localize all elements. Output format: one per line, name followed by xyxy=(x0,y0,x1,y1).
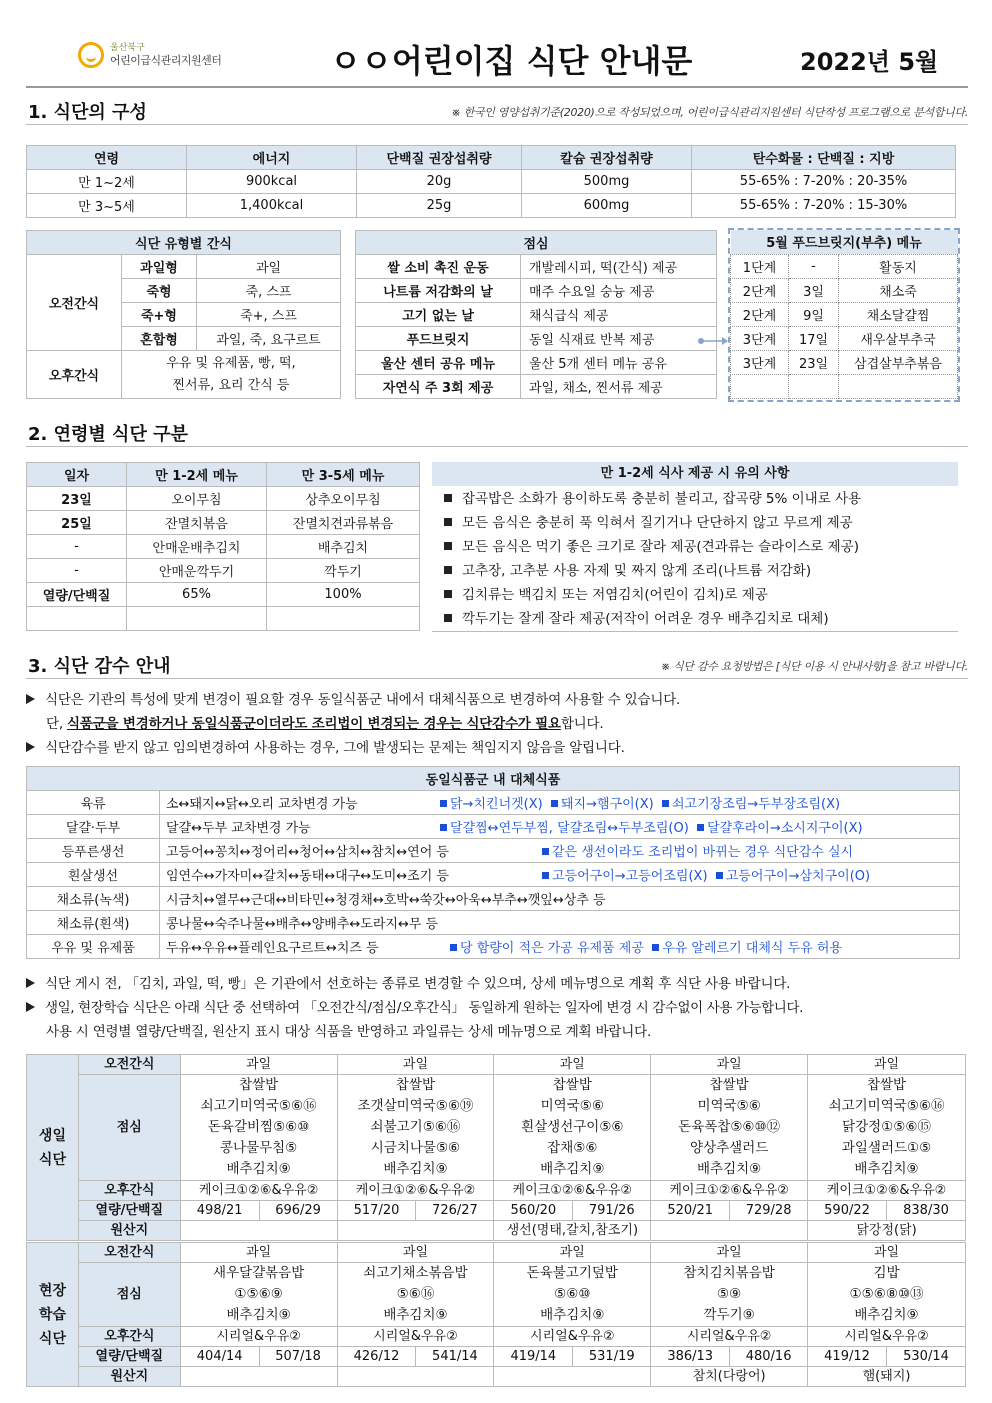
afternoon-snack: 시리얼&우유② xyxy=(651,1327,808,1347)
birthday-menu-table xyxy=(26,1054,966,1241)
age-menu-cell: 잔멸치견과류볶음 xyxy=(267,511,420,535)
lunch-menu: 김밥 ①⑤⑥⑧⑩⑬ 배추김치⑨ xyxy=(808,1263,966,1327)
afternoon-snack: 시리얼&우유② xyxy=(808,1327,966,1347)
morning-snack: 과일 xyxy=(651,1055,808,1075)
row-label: 오후간식 xyxy=(78,1181,180,1201)
snack-desc: 과일, 죽, 요구르트 xyxy=(197,327,341,351)
snack-afternoon-text: 찐서류, 요리 간식 등 xyxy=(172,377,290,393)
foodbridge-stage: 2단계 xyxy=(731,278,789,302)
caution-list xyxy=(432,486,958,632)
foodbridge-menu: 채소달걀찜 xyxy=(839,302,958,326)
smile-logo-icon xyxy=(78,42,104,68)
page-title: ㅇㅇ어린이집 식단 안내문 xyxy=(330,42,693,80)
morning-snack: 과일 xyxy=(180,1243,337,1263)
snack-desc: 과일 xyxy=(197,255,341,279)
lunch-program: 고기 없는 날 xyxy=(356,303,521,327)
triangle-bullet-icon xyxy=(26,978,35,988)
substitute-category: 등푸른생선 xyxy=(27,839,160,863)
energy-value: 480/16 xyxy=(730,1347,808,1367)
snack-type: 과일형 xyxy=(122,255,197,279)
guide-p6: 사용 시 연령별 열량/단백질, 원산지 표시 대상 식품을 반영하고 과일류는 상세 메뉴명으로 계획 바랍니다. xyxy=(46,1024,652,1040)
section3-title: 3. 식단 감수 안내 xyxy=(28,656,171,677)
substitute-main: 달걀↔두부 교차변경 가능 xyxy=(166,821,311,836)
age-menu-cell: 오이무침 xyxy=(127,487,267,511)
snack-afternoon-text: 우유 및 유제품, 빵, 떡, xyxy=(166,355,296,371)
age-menu-header: 만 3-5세 메뉴 xyxy=(267,463,420,487)
caution-item: 모든 음식은 충분히 푹 익혀서 질기거나 단단하지 않고 무르게 제공 xyxy=(444,511,958,535)
field-trip-label: 현장 학습 식단 xyxy=(27,1243,79,1387)
morning-snack: 과일 xyxy=(337,1243,494,1263)
substitute-main: 임연수↔가자미↔갈치↔동태↔대구↔도미↔조기 등 xyxy=(166,869,449,884)
nutrition-cell: 900kcal xyxy=(187,170,357,194)
guide-paragraphs-2 xyxy=(26,972,970,1044)
nutrition-cell: 1,400kcal xyxy=(187,194,357,218)
substitute-main: 시금치↔열무↔근대↔비타민↔청경채↔호박↔쑥갓↔아욱↔부추↔깻잎↔상추 등 xyxy=(160,887,960,911)
lunch-program-desc: 개발레시피, 떡(간식) 제공 xyxy=(521,255,717,279)
age-menu-day: 23일 xyxy=(27,487,127,511)
section3-divider xyxy=(26,678,968,679)
origin xyxy=(494,1367,651,1387)
energy-value: 419/12 xyxy=(808,1347,887,1367)
foodbridge-day: 17일 xyxy=(789,326,839,350)
foodbridge-box xyxy=(728,228,960,402)
guide-p2: 단, 식품군을 변경하거나 동일식품군이더라도 조리법이 변경되는 경우는 식단감수가 필요합니다. xyxy=(46,716,604,732)
age-menu-day: 열량/단백질 xyxy=(27,583,127,607)
age-menu-empty xyxy=(27,607,127,631)
substitute-note: 같은 생선이라도 조리법이 바뀌는 경우 식단감수 실시 xyxy=(542,845,853,860)
guide-paragraphs xyxy=(26,688,966,760)
foodbridge-menu: 활동지 xyxy=(839,254,958,278)
age-menu-cell: 100% xyxy=(267,583,420,607)
lunch-program: 나트륨 저감화의 날 xyxy=(356,279,521,303)
afternoon-snack: 케이크①②⑥&우유② xyxy=(494,1181,651,1201)
foodbridge-empty xyxy=(789,374,839,398)
morning-snack: 과일 xyxy=(337,1055,494,1075)
snack-type: 혼합형 xyxy=(122,327,197,351)
row-label: 원산지 xyxy=(78,1221,180,1241)
lunch-program: 자연식 주 3회 제공 xyxy=(356,375,521,399)
nutrition-header: 단백질 권장섭취량 xyxy=(357,146,522,170)
nutrition-cell: 55-65% : 7-20% : 20-35% xyxy=(692,170,956,194)
origin: 햄(돼지) xyxy=(808,1367,966,1387)
afternoon-snack: 케이크①②⑥&우유② xyxy=(808,1181,966,1201)
nutrition-header: 연령 xyxy=(27,146,187,170)
section1-title: 1. 식단의 구성 xyxy=(28,102,147,123)
origin: 생선(명태,갈치,참조기) xyxy=(494,1221,651,1241)
age-menu-day: 25일 xyxy=(27,511,127,535)
guide-p1: 식단은 기관의 특성에 맞게 변경이 필요할 경우 동일식품군 내에서 대체식품으로 변경하여 사용할 수 있습니다. xyxy=(26,688,966,712)
snack-type: 죽형 xyxy=(122,279,197,303)
section2-title: 2. 연령별 식단 구분 xyxy=(28,424,188,445)
guide-p3: 식단감수를 받지 않고 임의변경하여 사용하는 경우, 그에 발생되는 문제는 책임지지 않음을 알립니다. xyxy=(26,736,966,760)
substitute-category: 달걀·두부 xyxy=(27,815,160,839)
afternoon-snack: 케이크①②⑥&우유② xyxy=(180,1181,337,1201)
age-menu-cell: 깍두기 xyxy=(267,559,420,583)
snack-type: 죽+형 xyxy=(122,303,197,327)
morning-snack: 과일 xyxy=(494,1243,651,1263)
lunch-menu: 찹쌀밥 쇠고기미역국⑤⑥⑯ 돈육갈비찜⑤⑥⑩ 콩나물무침⑤ 배추김치⑨ xyxy=(180,1075,337,1181)
snack-desc: 죽+, 스프 xyxy=(197,303,341,327)
foodbridge-day: 3일 xyxy=(789,278,839,302)
caution-item: 모든 음식은 먹기 좋은 크기로 잘라 제공(견과류는 슬라이스로 제공) xyxy=(444,535,958,559)
lunch-program-desc: 채식급식 제공 xyxy=(521,303,717,327)
bullet-square-icon xyxy=(444,518,452,526)
lunch-program-desc: 매주 수요일 숭늉 제공 xyxy=(521,279,717,303)
lunch-menu: 찹쌀밥 미역국⑤⑥ 흰살생선구이⑤⑥ 잡채⑤⑥ 배추김치⑨ xyxy=(494,1075,651,1181)
foodbridge-day: 23일 xyxy=(789,350,839,374)
pointer-arrow-icon xyxy=(698,334,728,342)
bullet-square-icon xyxy=(444,614,452,622)
foodbridge-day: 9일 xyxy=(789,302,839,326)
substitute-note: 닭→치킨너겟(X) 돼지→햄구이(X) 쇠고기장조림→두부장조림(X) xyxy=(440,797,840,812)
nutrition-cell: 20g xyxy=(357,170,522,194)
snack-afternoon-label: 오후간식 xyxy=(27,351,122,399)
age-menu-cell: 잔멸치볶음 xyxy=(127,511,267,535)
foodbridge-menu: 새우살부추국 xyxy=(839,326,958,350)
row-label: 열량/단백질 xyxy=(78,1201,180,1221)
section3-note: ※ 식단 감수 요청방법은 [식단 이용 시 안내사항]을 참고 바랍니다. xyxy=(660,660,968,673)
energy-value: 419/14 xyxy=(494,1347,573,1367)
caution-title: 만 1-2세 식사 제공 시 유의 사항 xyxy=(432,462,958,486)
origin: 닭강정(닭) xyxy=(808,1221,966,1241)
substitute-table xyxy=(26,766,960,959)
age-menu-cell: 안매운깍두기 xyxy=(127,559,267,583)
energy-value: 541/14 xyxy=(416,1347,494,1367)
snack-morning-label: 오전간식 xyxy=(27,255,122,351)
triangle-bullet-icon xyxy=(26,1002,35,1012)
lunch-program-desc xyxy=(521,327,717,351)
birthday-label: 생일 식단 xyxy=(27,1055,79,1241)
row-label: 열량/단백질 xyxy=(78,1347,180,1367)
caution-item: 고추장, 고추분 사용 자제 및 짜지 않게 조리(나트륨 저감화) xyxy=(444,559,958,583)
substitute-main: 소↔돼지↔닭↔오리 교차변경 가능 xyxy=(166,797,358,812)
nutrition-cell: 600mg xyxy=(522,194,692,218)
foodbridge-stage: 3단계 xyxy=(731,326,789,350)
guide-p4: 식단 게시 전, 「김치, 과일, 떡, 빵」은 기관에서 선호하는 종류로 변경할 수 있으며, 상세 메뉴명으로 계획 후 식단 사용 바랍니다. xyxy=(26,972,970,996)
nutrition-cell: 25g xyxy=(357,194,522,218)
energy-value: 696/29 xyxy=(259,1201,337,1221)
foodbridge-empty xyxy=(839,374,958,398)
nutrition-cell: 55-65% : 7-20% : 15-30% xyxy=(692,194,956,218)
afternoon-snack: 시리얼&우유② xyxy=(494,1327,651,1347)
age-menu-cell: 배추김치 xyxy=(267,535,420,559)
row-label: 점심 xyxy=(78,1263,180,1327)
nutrition-header: 에너지 xyxy=(187,146,357,170)
foodbridge-table xyxy=(730,230,958,399)
section1-divider xyxy=(26,124,968,125)
energy-value: 791/26 xyxy=(573,1201,651,1221)
row-label: 원산지 xyxy=(78,1367,180,1387)
foodbridge-title: 5월 푸드브릿지(부추) 메뉴 xyxy=(731,230,958,254)
energy-value: 726/27 xyxy=(416,1201,494,1221)
lunch-menu: 찹쌀밥 조갯살미역국⑤⑥⑲ 쇠불고기⑤⑥⑯ 시금치나물⑤⑥ 배추김치⑨ xyxy=(337,1075,494,1181)
nutrition-header: 탄수화물 : 단백질 : 지방 xyxy=(692,146,956,170)
lunch-program: 쌀 소비 촉진 운동 xyxy=(356,255,521,279)
substitute-main: 콩나물↔숙주나물↔배추↔양배추↔도라지↔무 등 xyxy=(160,911,960,935)
age-menu-cell: 안매운배추김치 xyxy=(127,535,267,559)
row-label: 오전간식 xyxy=(78,1243,180,1263)
foodbridge-menu: 삼겹살부추볶음 xyxy=(839,350,958,374)
substitute-note: 달걀찜↔연두부찜, 달걀조림↔두부조림(O) 달걀후라이→소시지구이(X) xyxy=(440,821,863,836)
field-trip-menu-table xyxy=(26,1242,966,1387)
age-menu-day: - xyxy=(27,559,127,583)
lunch-table xyxy=(355,230,717,399)
row-label: 오후간식 xyxy=(78,1327,180,1347)
afternoon-snack: 케이크①②⑥&우유② xyxy=(651,1181,808,1201)
substitute-note: 고등어구이→고등어조림(X) 고등어구이→삼치구이(O) xyxy=(542,869,870,884)
triangle-bullet-icon xyxy=(26,694,35,704)
lunch-menu: 쇠고기채소볶음밥 ⑤⑥⑯ 배추김치⑨ xyxy=(337,1263,494,1327)
snack-title: 식단 유형별 간식 xyxy=(27,231,341,255)
row-label: 점심 xyxy=(78,1075,180,1181)
foodbridge-stage: 3단계 xyxy=(731,350,789,374)
row-label: 오전간식 xyxy=(78,1055,180,1075)
age-menu-cell: 65% xyxy=(127,583,267,607)
lunch-menu: 돈육불고기덮밥 ⑤⑥⑩ 배추김치⑨ xyxy=(494,1263,651,1327)
morning-snack: 과일 xyxy=(808,1243,966,1263)
page-date: 2022년 5월 xyxy=(800,48,939,76)
nutrition-header: 칼슘 권장섭취량 xyxy=(522,146,692,170)
energy-value: 729/28 xyxy=(730,1201,808,1221)
morning-snack: 과일 xyxy=(651,1243,808,1263)
substitute-category: 채소류(녹색) xyxy=(27,887,160,911)
lunch-program: 푸드브릿지 xyxy=(356,327,521,351)
header-divider xyxy=(26,86,968,88)
lunch-menu: 찹쌀밥 미역국⑤⑥ 돈육폭찹⑤⑥⑩⑫ 양상추샐러드 배추김치⑨ xyxy=(651,1075,808,1181)
morning-snack: 과일 xyxy=(180,1055,337,1075)
substitute-category: 우유 및 유제품 xyxy=(27,935,160,959)
bullet-square-icon xyxy=(444,542,452,550)
lunch-program-desc: 과일, 채소, 찐서류 제공 xyxy=(521,375,717,399)
lunch-program: 울산 센터 공유 메뉴 xyxy=(356,351,521,375)
origin xyxy=(180,1367,337,1387)
lunch-menu: 찹쌀밥 쇠고기미역국⑤⑥⑯ 닭강정①⑤⑥⑮ 과일샐러드①⑤ 배추김치⑨ xyxy=(808,1075,966,1181)
age-menu-header: 만 1-2세 메뉴 xyxy=(127,463,267,487)
origin xyxy=(337,1221,494,1241)
foodbridge-menu: 채소죽 xyxy=(839,278,958,302)
substitute-category: 채소류(흰색) xyxy=(27,911,160,935)
foodbridge-desc: 동일 식재료 반복 제공 xyxy=(529,333,655,348)
caution-item: 잡곡밥은 소화가 용이하도록 충분히 불리고, 잡곡량 5% 이내로 사용 xyxy=(444,487,958,511)
age-menu-day: - xyxy=(27,535,127,559)
energy-value: 426/12 xyxy=(337,1347,416,1367)
bullet-square-icon xyxy=(444,494,452,502)
energy-value: 517/20 xyxy=(337,1201,416,1221)
lunch-menu: 새우달걀볶음밥 ①⑤⑥⑨ 배추김치⑨ xyxy=(180,1263,337,1327)
center-logo xyxy=(78,40,258,74)
afternoon-snack: 케이크①②⑥&우유② xyxy=(337,1181,494,1201)
afternoon-snack: 시리얼&우유② xyxy=(337,1327,494,1347)
logo-center-name: 어린이급식관리지원센터 xyxy=(110,54,222,67)
lunch-menu: 참치김치볶음밥 ⑤⑨ 깍두기⑨ xyxy=(651,1263,808,1327)
substitute-category: 육류 xyxy=(27,791,160,815)
energy-value: 560/20 xyxy=(494,1201,573,1221)
origin xyxy=(337,1367,494,1387)
energy-value: 530/14 xyxy=(887,1347,966,1367)
foodbridge-stage: 2단계 xyxy=(731,302,789,326)
energy-value: 386/13 xyxy=(651,1347,730,1367)
substitute-note: 당 함량이 적은 가공 유제품 제공 우유 알레르기 대체식 두유 허용 xyxy=(450,941,842,956)
substitute-main: 두유↔우유↔플레인요구르트↔치즈 등 xyxy=(166,941,379,956)
morning-snack: 과일 xyxy=(808,1055,966,1075)
substitute-main: 고등어↔꽁치↔정어리↔청어↔삼치↔참치↔연어 등 xyxy=(166,845,449,860)
snack-desc: 죽, 스프 xyxy=(197,279,341,303)
foodbridge-day: - xyxy=(789,254,839,278)
substitute-category: 흰살생선 xyxy=(27,863,160,887)
section1-note: ※ 한국인 영양섭취기준(2020)으로 작성되었으며, 어린이급식관리지원센터 식단작성 프로그램으로 분석합니다. xyxy=(451,106,968,119)
energy-value: 838/30 xyxy=(887,1201,966,1221)
lunch-program-desc: 울산 5개 센터 메뉴 공유 xyxy=(521,351,717,375)
bullet-square-icon xyxy=(444,566,452,574)
age-menu-table xyxy=(26,462,420,631)
foodbridge-stage: 1단계 xyxy=(731,254,789,278)
nutrition-table xyxy=(26,145,956,218)
age-menu-cell: 상추오이무침 xyxy=(267,487,420,511)
lunch-title: 점심 xyxy=(356,231,717,255)
age-menu-empty xyxy=(267,607,420,631)
energy-value: 590/22 xyxy=(808,1201,887,1221)
nutrition-cell: 만 1~2세 xyxy=(27,170,187,194)
energy-value: 520/21 xyxy=(651,1201,730,1221)
caution-item: 깍두기는 잘게 잘라 제공(저작이 어려운 경우 배추김치로 대체) xyxy=(444,607,958,631)
substitute-title: 동일식품군 내 대체식품 xyxy=(27,767,960,791)
foodbridge-empty xyxy=(731,374,789,398)
section2-divider xyxy=(26,446,968,447)
caution-item: 김치류는 백김치 또는 저염김치(어린이 김치)로 제공 xyxy=(444,583,958,607)
logo-region: 울산북구 xyxy=(110,43,145,53)
nutrition-cell: 500mg xyxy=(522,170,692,194)
energy-value: 404/14 xyxy=(180,1347,259,1367)
energy-value: 498/21 xyxy=(180,1201,259,1221)
energy-value: 507/18 xyxy=(259,1347,337,1367)
triangle-bullet-icon xyxy=(26,742,35,752)
age-menu-empty xyxy=(127,607,267,631)
morning-snack: 과일 xyxy=(494,1055,651,1075)
afternoon-snack: 시리얼&우유② xyxy=(180,1327,337,1347)
age-menu-header: 일자 xyxy=(27,463,127,487)
bullet-square-icon xyxy=(444,590,452,598)
snack-table xyxy=(26,230,341,399)
nutrition-cell: 만 3~5세 xyxy=(27,194,187,218)
origin xyxy=(180,1221,337,1241)
energy-value: 531/19 xyxy=(573,1347,651,1367)
origin xyxy=(651,1221,808,1241)
guide-p5: 생일, 현장학습 식단은 아래 식단 중 선택하여 「오전간식/점심/오후간식」 동일하게 원하는 일자에 변경 시 감수없이 사용 가능합니다. xyxy=(26,996,970,1020)
origin: 참치(다랑어) xyxy=(651,1367,808,1387)
